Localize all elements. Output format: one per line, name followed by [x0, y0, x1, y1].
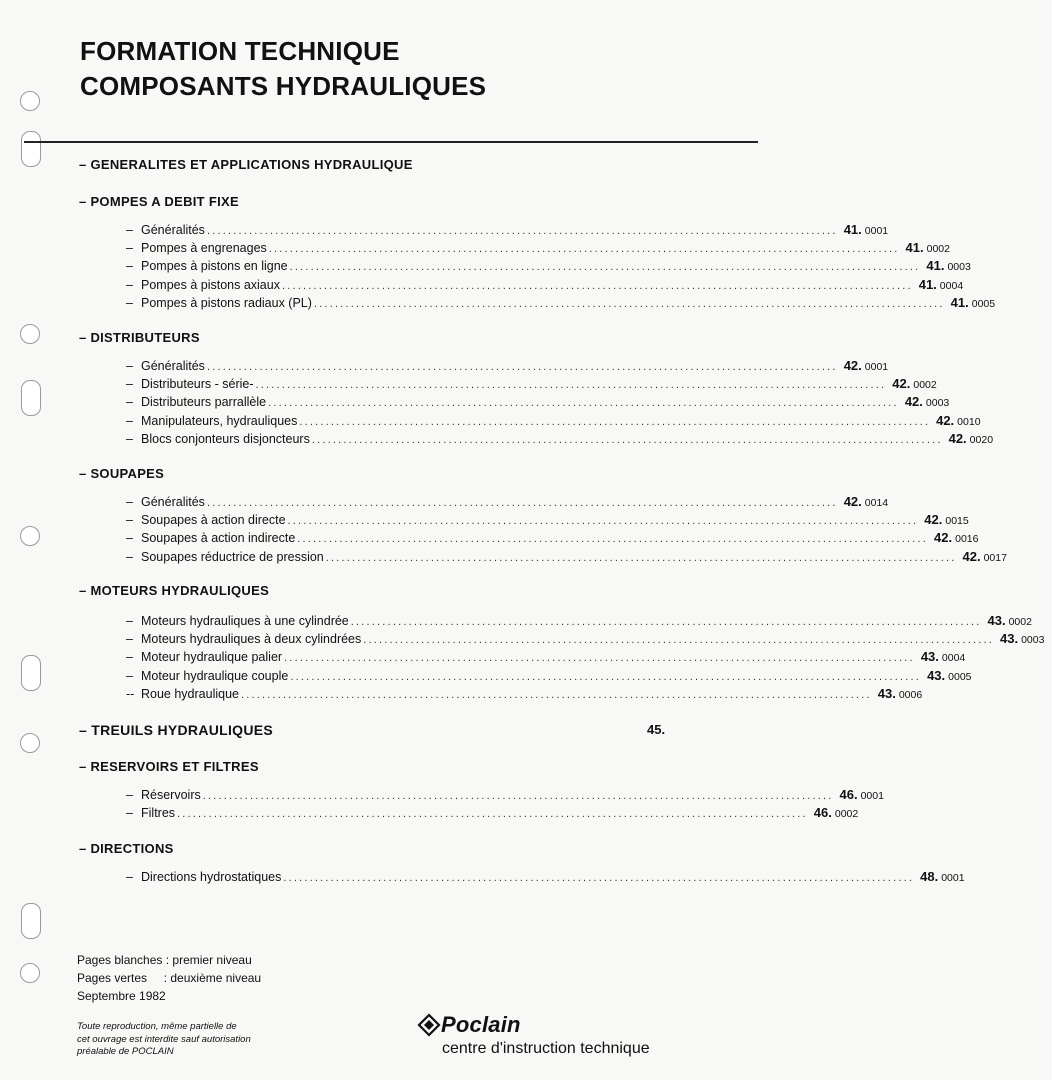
entry-leader-dots: ........................................................................................................................ — [177, 808, 808, 820]
entry-page-minor: 0003 — [925, 397, 950, 409]
entry-page — [878, 686, 930, 701]
toc-entry — [126, 358, 889, 374]
entry-page — [892, 376, 944, 391]
entry-page-major: 42. — [843, 494, 862, 509]
entry-page-major: 42. — [843, 358, 862, 373]
title-line-1: FORMATION TECHNIQUE — [80, 36, 400, 66]
entry-page-major: 41. — [926, 258, 945, 273]
entry-page-major: 41. — [843, 222, 862, 237]
entry-page-minor: 0005 — [971, 298, 996, 310]
entry-dash: – — [126, 259, 133, 273]
entry-dash: – — [126, 359, 133, 373]
toc-entry — [126, 512, 969, 528]
poclain-diamond-logo-icon — [418, 1014, 440, 1036]
entry-page — [1000, 631, 1052, 646]
copyright-line: Toute reproduction, même partielle de — [77, 1021, 237, 1032]
legend-line: Pages blanches : premier niveau — [77, 953, 252, 967]
entry-page-major: 48. — [920, 869, 939, 884]
entry-page-minor: 0001 — [864, 361, 889, 373]
entry-label: Pompes à engrenages — [141, 241, 267, 255]
entry-leader-dots: ........................................................................................................................ — [325, 552, 957, 564]
entry-leader-dots: ........................................................................................................................ — [289, 261, 921, 273]
toc-section-page: 45. — [647, 722, 666, 737]
entry-leader-dots: ........................................................................................................................ — [313, 298, 945, 310]
entry-dash: – — [126, 414, 133, 428]
entry-page-minor: 0001 — [941, 872, 965, 884]
toc-entry — [126, 277, 964, 293]
entry-label: Pompes à pistons axiaux — [141, 278, 280, 292]
entry-page-major: 42. — [924, 512, 943, 527]
entry-leader-dots: ........................................................................................................................ — [283, 872, 915, 884]
entry-dash: – — [126, 432, 133, 446]
toc-entry — [126, 295, 996, 311]
entry-dash: – — [126, 632, 133, 646]
entry-page-major: 41. — [950, 295, 969, 310]
brand-logo — [418, 1012, 650, 1038]
entry-leader-dots: ........................................................................................................................ — [255, 379, 887, 391]
entry-page — [840, 787, 892, 802]
entry-dash: – — [126, 650, 133, 664]
entry-label: Filtres — [141, 806, 176, 820]
entry-leader-dots: ........................................................................................................................ — [241, 689, 872, 701]
entry-page — [936, 413, 988, 428]
copyright-line: cet ouvrage est interdite sauf autorisation — [77, 1033, 251, 1045]
entry-leader-dots: ........................................................................................................................ — [281, 280, 913, 292]
entry-page-minor: 0020 — [969, 434, 994, 446]
entry-page-minor: 0002 — [1008, 616, 1032, 628]
toc-entry — [126, 258, 971, 274]
entry-label: Soupapes réductrice de pression — [141, 550, 324, 564]
entry-leader-dots: ........................................................................................................................ — [287, 515, 919, 527]
entry-page-minor: 0014 — [864, 497, 889, 509]
entry-leader-dots: ........................................................................................................................ — [206, 497, 838, 509]
entry-label: Moteurs hydrauliques à une cylindrée — [141, 614, 349, 628]
entry-dash: -- — [126, 687, 135, 701]
entry-page — [905, 394, 957, 409]
entry-leader-dots: ........................................................................................................................ — [350, 616, 982, 628]
entry-label: Roue hydraulique — [141, 687, 239, 701]
entry-label: Blocs conjonteurs disjoncteurs — [141, 432, 310, 446]
legend-line: Pages vertes : deuxième niveau — [77, 971, 262, 985]
entry-page-minor: 0002 — [834, 808, 859, 820]
entry-dash: – — [126, 377, 133, 391]
brand-block — [416, 1012, 650, 1058]
entry-page — [927, 668, 979, 683]
toc-entry — [126, 787, 884, 803]
toc-entry — [126, 376, 937, 392]
toc-section-title: – GENERALITES ET APPLICATIONS HYDRAULIQUE — [79, 157, 413, 172]
entry-label: Moteur hydraulique palier — [141, 650, 283, 664]
entry-label: Généralités — [141, 359, 205, 373]
copyright-line: préalable de POCLAIN — [77, 1046, 174, 1057]
entry-leader-dots: ........................................................................................................................ — [299, 416, 931, 428]
brand-name: Poclain — [441, 1012, 521, 1037]
entry-page — [934, 530, 986, 545]
entry-page-minor: 0002 — [926, 243, 950, 255]
entry-page — [919, 277, 971, 292]
toc-entry — [126, 431, 994, 447]
page-legend — [77, 951, 261, 1005]
entry-dash: – — [126, 223, 133, 237]
entry-page-major: 42. — [936, 413, 955, 428]
entry-page — [951, 295, 1003, 310]
entry-leader-dots: ........................................................................................................................ — [206, 361, 838, 373]
toc-entry — [126, 394, 950, 410]
entry-dash: – — [126, 614, 133, 628]
entry-leader-dots: ........................................................................................................................ — [202, 790, 834, 802]
toc-entry — [126, 240, 950, 256]
entry-page-minor: 0005 — [948, 671, 972, 683]
entry-page-minor: 0010 — [957, 416, 981, 428]
entry-page-minor: 0004 — [939, 280, 964, 292]
toc-entry — [126, 549, 1007, 565]
entry-label: Soupapes à action indirecte — [141, 531, 296, 545]
entry-page-minor: 0016 — [955, 533, 979, 545]
toc-entry — [126, 494, 889, 510]
entry-page-major: 46. — [813, 805, 832, 820]
entry-dash: – — [126, 495, 133, 509]
entry-page-minor: 0002 — [913, 379, 937, 391]
entry-page — [920, 869, 972, 884]
entry-leader-dots: ........................................................................................................................ — [363, 634, 995, 646]
entry-leader-dots: ........................................................................................................................ — [268, 397, 899, 409]
entry-page — [906, 240, 958, 255]
entry-page-major: 42. — [934, 530, 953, 545]
entry-page-major: 41. — [905, 240, 924, 255]
entry-page — [988, 613, 1040, 628]
entry-dash: – — [126, 870, 133, 884]
entry-page — [949, 431, 1001, 446]
entry-dash: – — [126, 531, 133, 545]
publication-date: Septembre 1982 — [77, 989, 166, 1003]
toc-section-title: – RESERVOIRS ET FILTRES — [79, 759, 259, 774]
toc-entry — [126, 530, 979, 546]
entry-leader-dots: ........................................................................................................................ — [284, 652, 915, 664]
entry-page-major: 43. — [877, 686, 896, 701]
entry-dash: – — [126, 513, 133, 527]
toc-section-title: – TREUILS HYDRAULIQUES — [79, 722, 274, 738]
entry-leader-dots: ........................................................................................................................ — [206, 225, 838, 237]
entry-label: Généralités — [141, 223, 205, 237]
entry-page-minor: 0001 — [860, 790, 884, 802]
entry-label: Moteur hydraulique couple — [141, 669, 289, 683]
entry-page-major: 41. — [918, 277, 937, 292]
entry-page-major: 43. — [927, 668, 946, 683]
toc-entry — [126, 668, 972, 684]
entry-label: Réservoirs — [141, 788, 201, 802]
brand-subtitle: centre d'instruction technique — [442, 1040, 650, 1057]
entry-page — [844, 494, 896, 509]
entry-label: Manipulateurs, hydrauliques — [141, 414, 298, 428]
entry-page-minor: 0003 — [947, 261, 971, 273]
toc-section-title: – DIRECTIONS — [79, 841, 174, 856]
toc-section-title: – MOTEURS HYDRAULIQUES — [79, 583, 270, 598]
copyright-notice — [77, 1021, 251, 1059]
entry-label: Soupapes à action directe — [141, 513, 286, 527]
entry-page-major: 42. — [948, 431, 967, 446]
entry-dash: – — [126, 296, 133, 310]
entry-label: Distributeurs parrallèle — [141, 395, 267, 409]
title-line-2: COMPOSANTS HYDRAULIQUES — [80, 71, 487, 101]
entry-page-major: 46. — [839, 787, 858, 802]
entry-page-minor: 0006 — [898, 689, 923, 701]
entry-dash: – — [126, 788, 133, 802]
entry-page-minor: 0001 — [864, 225, 889, 237]
entry-leader-dots: ........................................................................................................................ — [297, 533, 929, 545]
entry-dash: – — [126, 278, 133, 292]
entry-leader-dots: ........................................................................................................................ — [311, 434, 943, 446]
entry-page-major: 43. — [987, 613, 1006, 628]
toc-section-title: – DISTRIBUTEURS — [79, 330, 200, 345]
toc-section-title: – POMPES A DEBIT FIXE — [79, 194, 239, 209]
entry-page-minor: 0003 — [1021, 634, 1045, 646]
entry-page — [963, 549, 1015, 564]
entry-page — [844, 222, 896, 237]
toc-entry — [126, 613, 1032, 629]
toc-entry — [126, 805, 859, 821]
entry-label: Pompes à pistons radiaux (PL) — [141, 296, 312, 310]
toc-section-title: – SOUPAPES — [79, 466, 165, 481]
entry-page — [814, 805, 866, 820]
entry-page — [844, 358, 896, 373]
toc-entry — [126, 413, 981, 429]
entry-dash: – — [126, 806, 133, 820]
toc-entry — [126, 686, 923, 702]
entry-dash: – — [126, 395, 133, 409]
entry-dash: – — [126, 669, 133, 683]
entry-label: Directions hydrostatiques — [141, 870, 282, 884]
entry-dash: – — [126, 550, 133, 564]
entry-page-major: 43. — [1000, 631, 1019, 646]
entry-label: Distributeurs - série- — [141, 377, 254, 391]
entry-page-minor: 0017 — [983, 552, 1007, 564]
toc-entry — [126, 631, 1045, 647]
entry-dash: – — [126, 241, 133, 255]
toc-entry — [126, 649, 966, 665]
entry-page-minor: 0004 — [941, 652, 966, 664]
entry-page-major: 42. — [962, 549, 981, 564]
entry-label: Pompes à pistons en ligne — [141, 259, 288, 273]
entry-page-major: 42. — [892, 376, 911, 391]
entry-leader-dots: ........................................................................................................................ — [268, 243, 900, 255]
entry-page — [926, 258, 978, 273]
toc-entry — [126, 869, 965, 885]
entry-label: Moteurs hydrauliques à deux cylindrées — [141, 632, 362, 646]
entry-page — [924, 512, 976, 527]
entry-page-major: 42. — [904, 394, 923, 409]
entry-page-major: 43. — [920, 649, 939, 664]
entry-page — [921, 649, 973, 664]
entry-leader-dots: ........................................................................................................................ — [290, 671, 922, 683]
entry-label: Généralités — [141, 495, 205, 509]
entry-page-minor: 0015 — [945, 515, 969, 527]
toc-entry — [126, 222, 889, 238]
